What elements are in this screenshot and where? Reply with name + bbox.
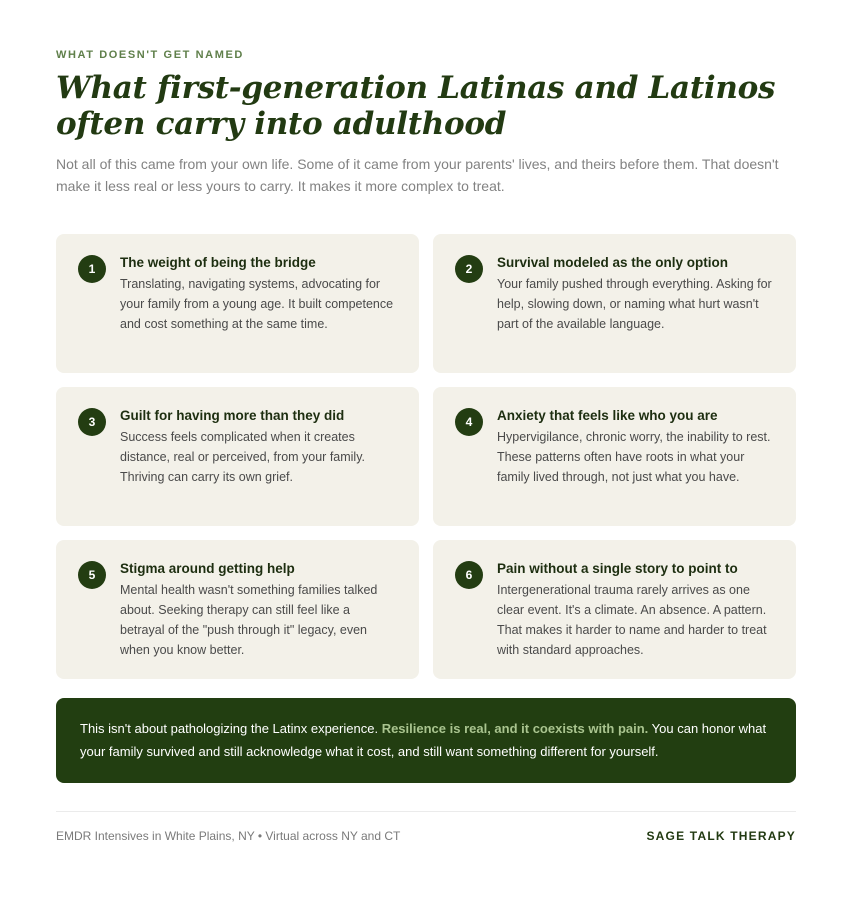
card-3 <box>56 387 419 526</box>
card-title: The weight of being the bridge <box>120 255 316 270</box>
card-text: Your family pushed through everything. Asking for help, slowing down, or naming what hurt wasn't part of the available language. <box>497 277 772 331</box>
card-4 <box>433 387 796 526</box>
card-body <box>120 254 395 334</box>
footer-brand: SAGE TALK THERAPY <box>646 829 796 843</box>
card-text: Intergenerational trauma rarely arrives as one clear event. It's a climate. An absence. A pattern. That makes it harder to name and harder to treat with standard approaches. <box>497 583 767 657</box>
card-title: Pain without a single story to point to <box>497 561 738 576</box>
eyebrow-label: WHAT DOESN'T GET NAMED <box>56 49 244 61</box>
card-body <box>497 407 772 487</box>
page-title: What first-generation Latinas and Latinos often carry into adulthood <box>56 70 776 142</box>
card-body <box>497 254 772 334</box>
callout-tail: You can honor what your family survived and still acknowledge what it cost, and still want something different for yourself. <box>80 721 767 759</box>
number-badge: 2 <box>455 255 483 283</box>
callout-lead: This isn't about pathologizing the Latinx experience. <box>80 721 382 736</box>
card-title: Stigma around getting help <box>120 561 295 576</box>
number-badge: 6 <box>455 561 483 589</box>
card-title: Survival modeled as the only option <box>497 255 729 270</box>
footer-divider <box>56 811 796 812</box>
closing-callout <box>56 698 796 783</box>
card-5 <box>56 540 419 679</box>
card-1 <box>56 234 419 373</box>
card-text: Success feels complicated when it creates distance, real or perceived, from your family. Thriving can carry its own grief. <box>120 430 366 484</box>
cards-grid <box>56 234 796 679</box>
card-title: Guilt for having more than they did <box>120 408 345 423</box>
card-6 <box>433 540 796 679</box>
card-title: Anxiety that feels like who you are <box>497 408 718 423</box>
number-badge: 3 <box>78 408 106 436</box>
card-text: Mental health wasn't something families talked about. Seeking therapy can still feel like a betrayal of the "push through it" legacy, even when you know better. <box>120 583 378 657</box>
number-badge: 5 <box>78 561 106 589</box>
callout-highlight: Resilience is real, and it coexists with pain. <box>381 721 649 736</box>
card-2 <box>433 234 796 373</box>
card-body <box>120 560 395 660</box>
footer-location: EMDR Intensives in White Plains, NY • Virtual across NY and CT <box>56 829 401 843</box>
card-text: Hypervigilance, chronic worry, the inability to rest. These patterns often have roots in what your family lived through, not just what you have. <box>497 430 771 484</box>
intro-paragraph: Not all of this came from your own life. Some of it came from your parents' lives, and theirs before them. That doesn't make it less real or less yours to carry. It makes it more complex to treat. <box>56 156 779 194</box>
card-body <box>497 560 772 660</box>
card-body <box>120 407 395 487</box>
number-badge: 1 <box>78 255 106 283</box>
number-badge: 4 <box>455 408 483 436</box>
card-text: Translating, navigating systems, advocating for your family from a young age. It built competence and cost something at the same time. <box>120 277 394 331</box>
